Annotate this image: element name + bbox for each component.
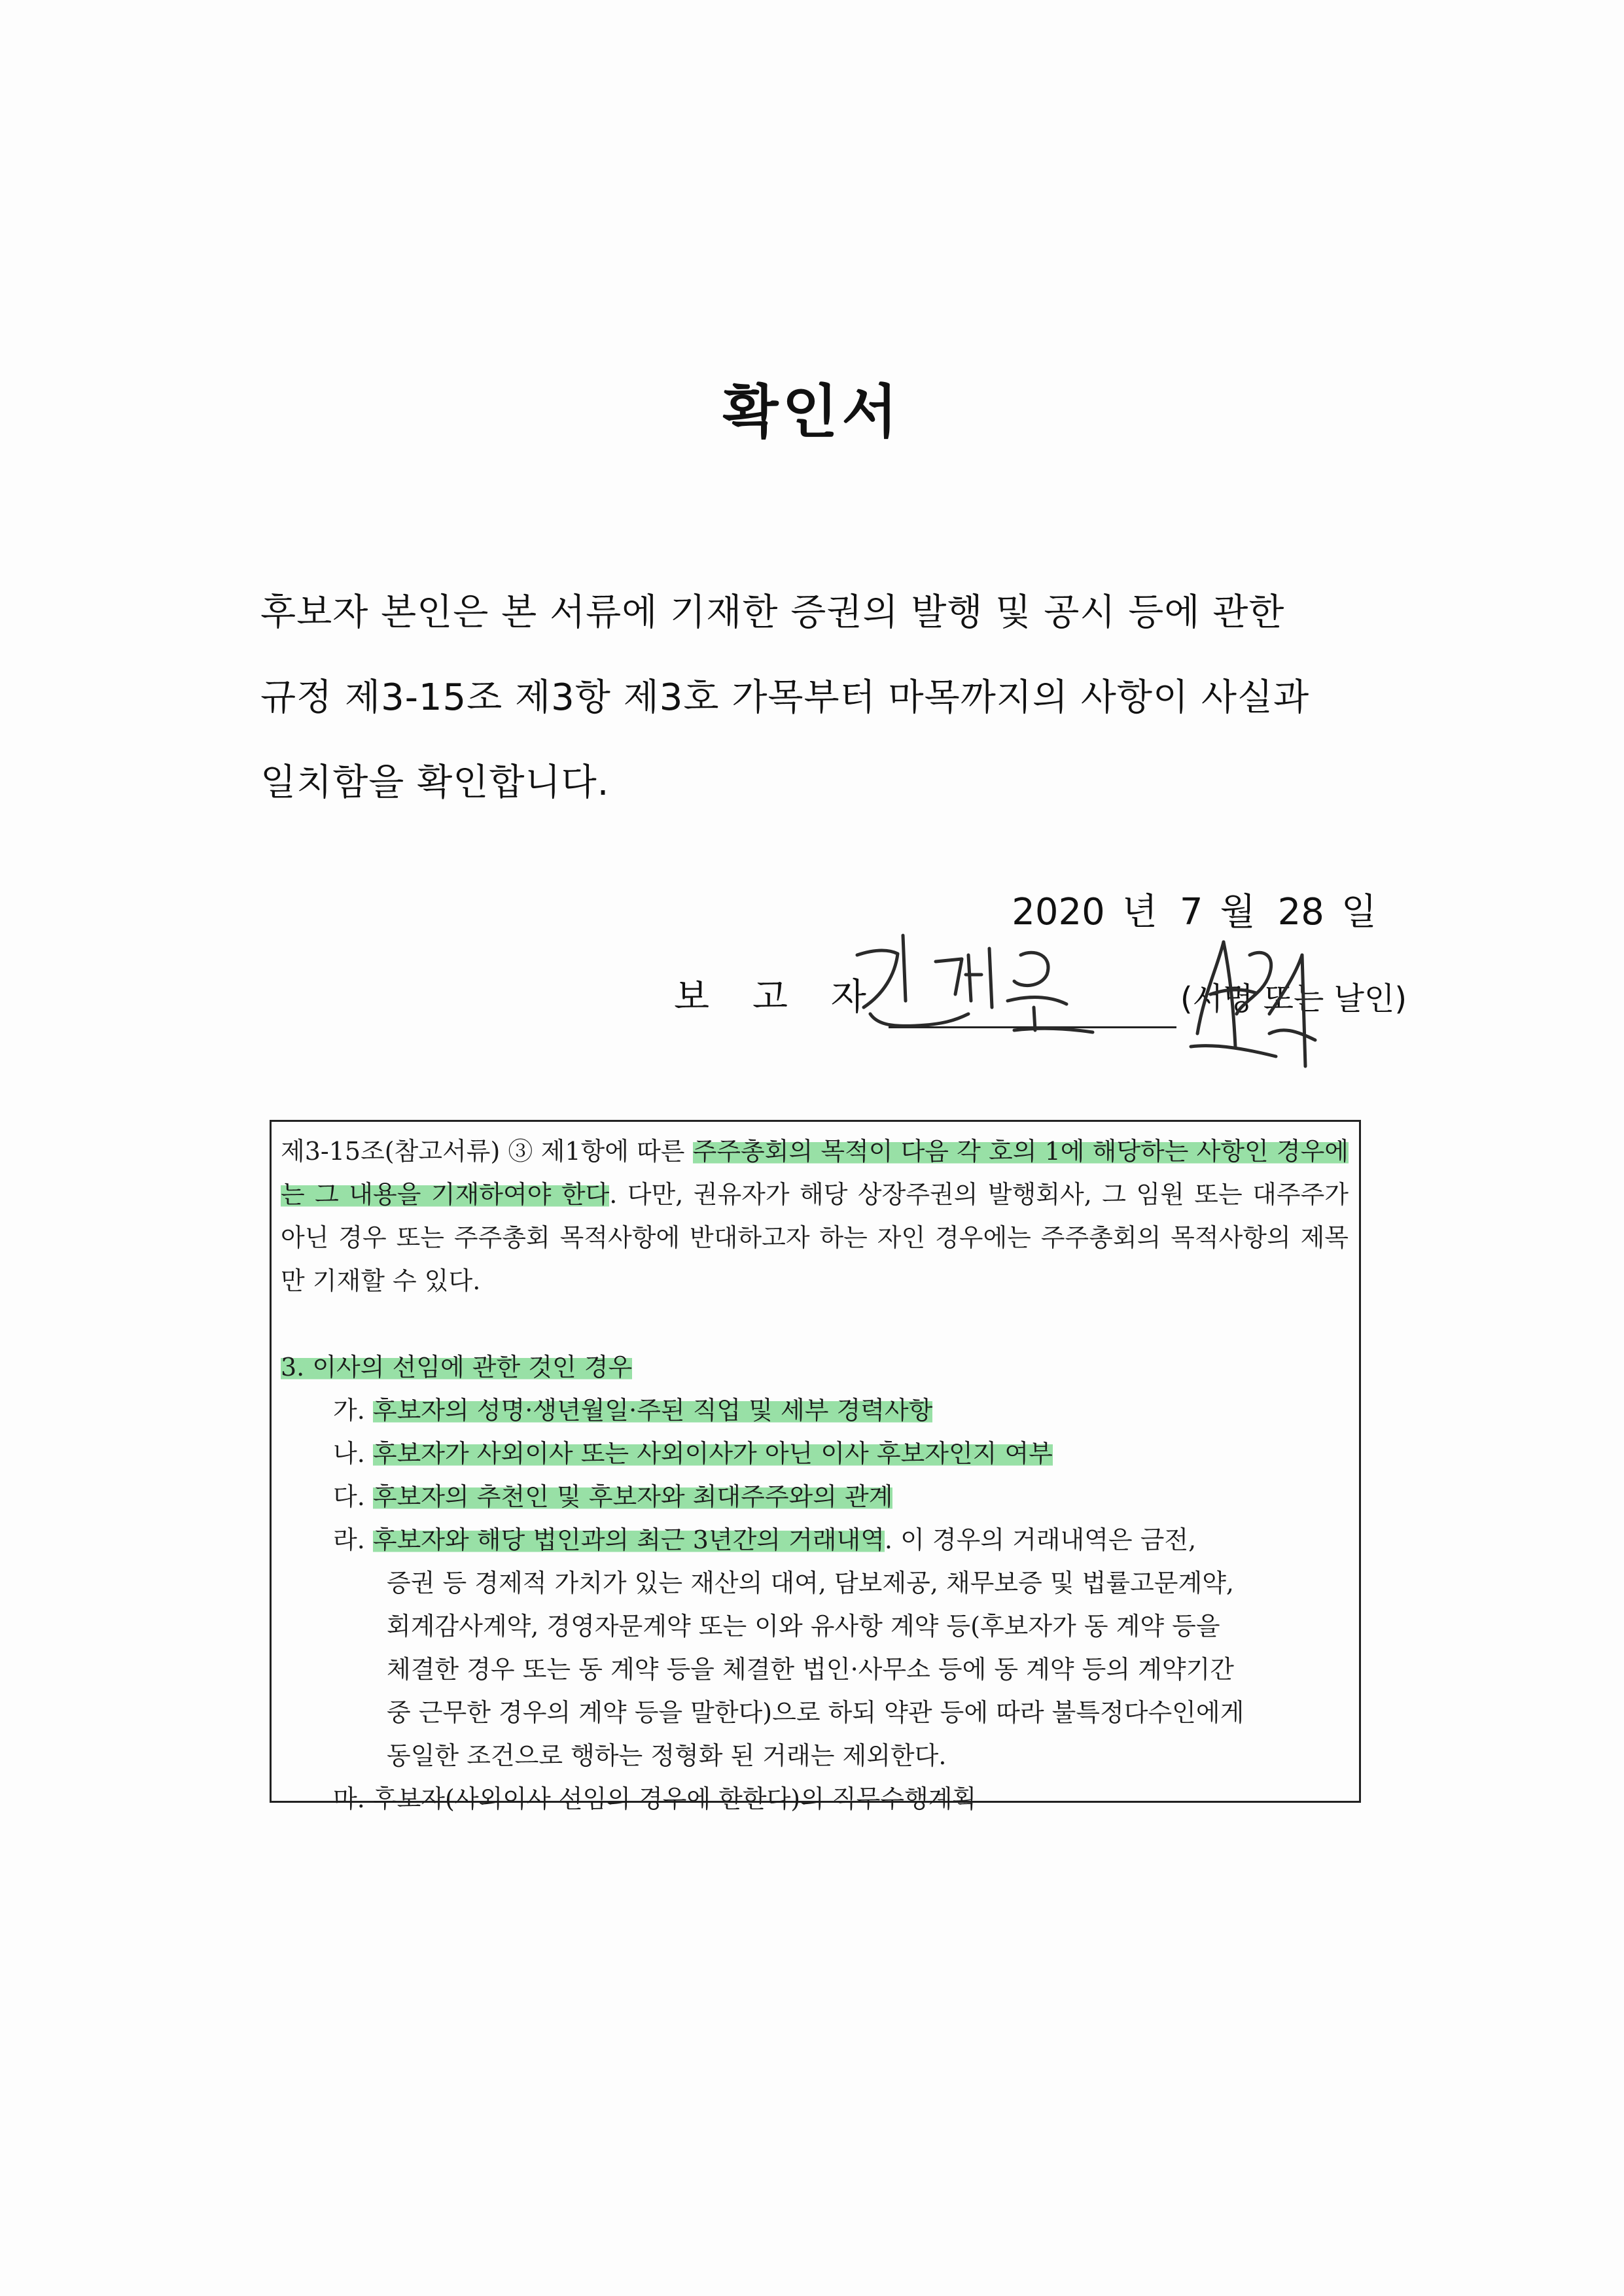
reference-highlight: 주주총회의 목적이 다음 각 호의 1에 해당하는 사항인 경우에는 그 내용을 기재하여야 한다 [281, 1137, 1349, 1209]
handwritten-signature [838, 916, 1112, 1047]
section-heading [281, 1346, 1349, 1389]
list-item-marker: 라. [333, 1525, 365, 1554]
seal-stamp-icon [1171, 916, 1341, 1086]
spacer [281, 1302, 1349, 1346]
statement-line-1: 후보자 본인은 본 서류에 기재한 증권의 발행 및 공시 등에 관한 [260, 591, 1285, 634]
reporter-label: 보 고 자 [674, 976, 882, 1018]
list-item-highlight: 후보자의 성명·생년월일·주된 직업 및 세부 경력사항 [372, 1396, 933, 1425]
list-item-rest: . 이 경우의 거래내역은 금전, [884, 1525, 1197, 1554]
statement-line-2: 규정 제3-15조 제3항 제3호 가목부터 마목까지의 사항이 사실과 [260, 676, 1310, 719]
statement-line-3: 일치함을 확인합니다. [260, 761, 610, 804]
list-item [281, 1475, 1349, 1518]
date-year-unit: 년 [1121, 891, 1157, 933]
list-item-text: 후보자(사외이사 선임의 경우에 한한다)의 직무수행계획 [372, 1784, 977, 1813]
reference-prefix: 제3-15조(참고서류) ③ 제1항에 따른 [281, 1137, 693, 1166]
list-item-continued: 동일한 조건으로 행하는 정형화 된 거래는 제외한다. [387, 1741, 947, 1770]
list-item-continued: 회계감사계약, 경영자문계약 또는 이와 유사항 계약 등(후보자가 동 계약 등을 [387, 1612, 1220, 1641]
list-item-marker: 가. [333, 1396, 365, 1425]
list-item-continued: 체결한 경우 또는 동 계약 등을 체결한 법인·사무소 등에 동 계약 등의 계약기간 [387, 1655, 1234, 1684]
list-item [281, 1518, 1349, 1561]
list-item [281, 1777, 1349, 1820]
date-month: 7 [1179, 891, 1203, 933]
list-item [281, 1432, 1349, 1475]
date-day-unit: 일 [1341, 891, 1377, 933]
list-item-continued: 중 근무한 경우의 계약 등을 말한다)으로 하되 약관 등에 따라 불특정다수인에게 [387, 1698, 1244, 1727]
list-item-highlight: 후보자가 사외이사 또는 사외이사가 아닌 이사 후보자인지 여부 [372, 1439, 1053, 1468]
section-heading-text: 3. 이사의 선임에 관한 것인 경우 [281, 1353, 633, 1382]
document-title: 확인서 [722, 378, 902, 445]
date-day: 28 [1277, 891, 1324, 933]
signature-note: (서명 또는 날인) [1180, 981, 1407, 1017]
reference-regulation-box [270, 1120, 1361, 1813]
list-item-marker: 나. [333, 1439, 365, 1468]
confirmation-statement [260, 570, 1386, 826]
list-item [281, 1389, 1349, 1432]
reference-suffix: . 다만, 권유자가 해당 상장주권의 발행회사, 그 임원 또는 대주주가 아닌 경우 또는 주주총회 목적사항에 반대하고자 하는 자인 경우에는 주주총회의 목적사항의 제목만 기재할 수 있다. [281, 1180, 1349, 1295]
reference-paragraph [281, 1130, 1349, 1302]
list-item-marker: 다. [333, 1482, 365, 1511]
list-item-marker: 마. [333, 1784, 365, 1813]
list-item-highlight: 후보자의 추천인 및 후보자와 최대주주와의 관계 [372, 1482, 893, 1511]
date-year: 2020 [1012, 891, 1105, 933]
list-item-continued: 증권 등 경제적 가치가 있는 재산의 대여, 담보제공, 채무보증 및 법률고문계약, [387, 1569, 1234, 1597]
date-month-unit: 월 [1220, 891, 1256, 933]
list-item-highlight: 후보자와 해당 법인과의 최근 3년간의 거래내역 [372, 1525, 885, 1554]
